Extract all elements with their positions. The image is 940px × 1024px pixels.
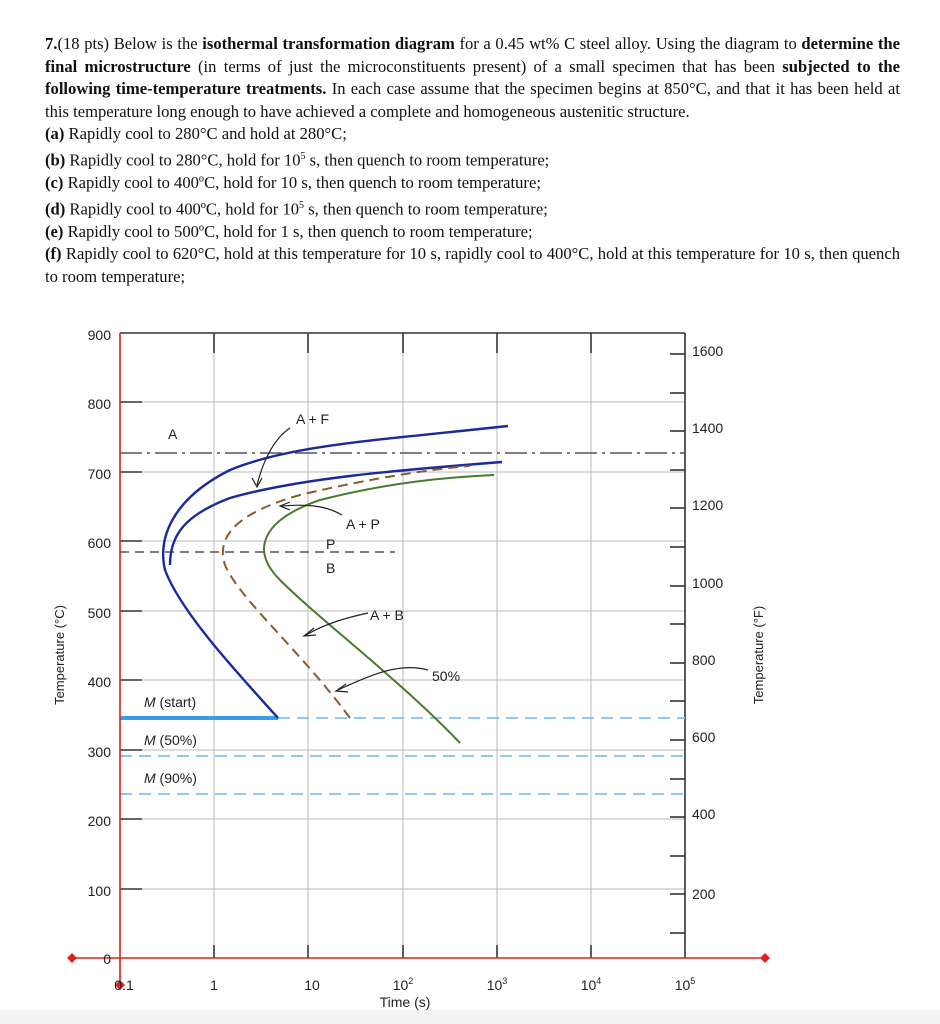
part-text: s, then quench to room temperature; (305, 150, 550, 170)
intro-bold: subjected to the following time-temperature treatments. (45, 56, 900, 99)
question-points: (18 pts) (57, 34, 110, 53)
y-axis-title-right: Temperature (°F) (751, 605, 766, 705)
svg-text:700: 700 (87, 466, 111, 482)
svg-text:A + P: A + P (346, 516, 380, 532)
intro-bold: determine the final microstructure (45, 34, 900, 76)
intro-text: Below is the (109, 34, 203, 53)
svg-text:A + B: A + B (370, 607, 404, 623)
question-number: 7. (45, 34, 58, 53)
svg-text:0: 0 (103, 951, 111, 967)
part-c (45, 172, 900, 195)
y-tick-labels-right (692, 343, 723, 902)
svg-text:50%: 50% (432, 668, 461, 684)
svg-text:900: 900 (87, 327, 111, 343)
intro-text: In each case assume that the specimen begins at 850°C, and that it has been held at this temperature long enough to have achieved a complete and homogeneous austenitic structure. (45, 79, 900, 121)
annotation-arrows (252, 428, 428, 692)
left-ticks (120, 402, 142, 889)
part-a (45, 123, 900, 146)
x-tick-labels (114, 976, 695, 993)
svg-text:A + F: A + F (296, 411, 330, 427)
part-label: (b) (45, 150, 66, 170)
svg-text:1400: 1400 (692, 420, 724, 436)
part-text: Rapidly cool to 280°C, hold for 10 (65, 150, 301, 170)
part-label: (c) (45, 173, 64, 193)
svg-text:1: 1 (210, 977, 218, 993)
intro-text: (in terms of just the microconstituents present) of a small specimen that has been (190, 56, 783, 76)
x-axis-title: Time (s) (379, 994, 431, 1010)
question-intro (45, 33, 900, 123)
svg-text:B: B (326, 560, 336, 576)
part-text: Rapidly cool to 500ºC, hold for 1 s, then quench to room temperature; (63, 221, 533, 241)
footer-band (0, 1010, 940, 1024)
svg-text:103: $10^3$ (486, 976, 508, 993)
svg-text:10: 10 (304, 977, 320, 993)
part-text: s, then quench to room temperature; (304, 199, 548, 219)
top-ticks (214, 333, 591, 353)
svg-text:100: 100 (87, 883, 111, 899)
exponent: 5 (300, 150, 306, 162)
part-b (45, 146, 900, 172)
svg-text:104: $10^4$ (580, 976, 602, 993)
svg-text:800: 800 (87, 396, 111, 412)
svg-text:400: 400 (87, 674, 111, 690)
svg-text:600: 600 (692, 729, 716, 745)
svg-text:400: 400 (692, 806, 716, 822)
intro-text: for a 0.45 wt% C steel alloy. Using the diagram to (454, 34, 802, 53)
part-text: Rapidly cool to 280°C and hold at 280°C; (64, 124, 347, 144)
part-text: Rapidly cool to 400ºC, hold for 10 s, then quench to room temperature; (63, 173, 541, 193)
grid (120, 333, 685, 958)
part-label: (a) (45, 124, 65, 144)
part-text: Rapidly cool to 620°C, hold at this temperature for 10 s, rapidly cool to 400°C, hold at this temperature for 10 s, then quench to room temperature; (45, 244, 900, 286)
intro-bold: isothermal transformation diagram (202, 34, 455, 53)
svg-text:105: $10^5$ (674, 976, 696, 993)
part-d (45, 195, 900, 221)
svg-text:A: A (168, 426, 178, 442)
svg-text:300: 300 (87, 744, 111, 760)
part-label: (d) (45, 199, 66, 219)
svg-text:500: 500 (87, 605, 111, 621)
svg-text:0.1: 0.1 (114, 977, 134, 993)
ttt-diagram (0, 300, 940, 1024)
right-ticks (670, 354, 685, 933)
part-e (45, 221, 900, 244)
svg-text:P: P (326, 536, 336, 552)
exponent: 5 (299, 199, 305, 211)
svg-text:200: 200 (692, 886, 716, 902)
svg-text:1000: 1000 (692, 575, 724, 591)
svg-text:102: $10^2$ (392, 976, 414, 993)
svg-text:1600: 1600 (692, 343, 724, 359)
svg-text:600: 600 (87, 535, 111, 551)
region-labels (144, 411, 460, 786)
svg-text:M (50%): M (50%) (144, 732, 197, 748)
svg-text:800: 800 (692, 652, 716, 668)
svg-text:200: 200 (87, 813, 111, 829)
part-label: (f) (45, 244, 62, 264)
y-tick-labels-left (88, 327, 112, 967)
axis-handle-right[interactable] (760, 953, 770, 963)
svg-text:M (start): M (start) (144, 694, 197, 710)
svg-text:M (90%): M (90%) (144, 770, 197, 786)
axis-handle-left[interactable] (67, 953, 77, 963)
y-axis-title-left: Temperature (°C) (52, 605, 67, 705)
part-text: Rapidly cool to 400ºC, hold for 10 (65, 199, 300, 219)
svg-text:1200: 1200 (692, 497, 724, 513)
part-f (45, 243, 900, 288)
part-label: (e) (45, 221, 64, 241)
question-text (45, 33, 900, 289)
bottom-ticks (214, 945, 591, 958)
